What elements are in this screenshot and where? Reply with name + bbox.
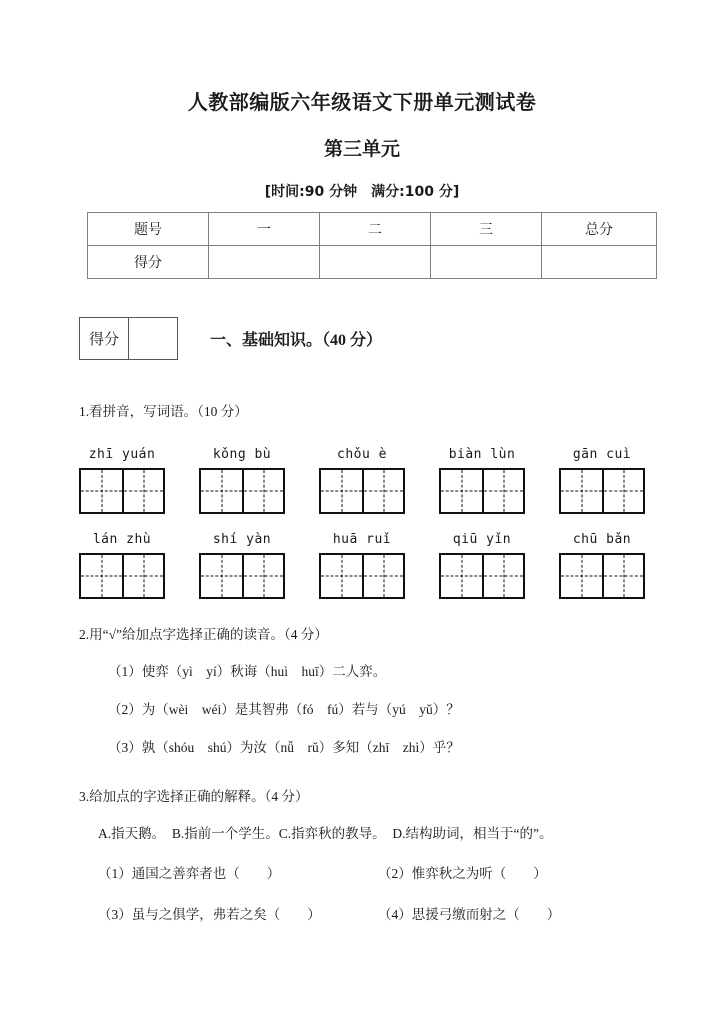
grid-cell — [602, 470, 643, 512]
grid-cell — [321, 470, 362, 512]
character-grid[interactable] — [439, 553, 525, 599]
question-3-prompt: 3.给加点的字选择正确的解释。（4 分） — [79, 789, 309, 804]
question-2-item-3: （3）孰（shóu shú）为汝（nǚ rǔ）多知（zhī zhì）乎？ — [108, 740, 460, 755]
pinyin-label: kǒng bù — [212, 447, 272, 462]
character-grid[interactable] — [199, 553, 285, 599]
grid-cell — [561, 470, 602, 512]
grid-cell — [242, 470, 283, 512]
score-cell-1[interactable] — [209, 246, 320, 279]
grid-cell — [362, 470, 403, 512]
pinyin-grid-item — [439, 532, 525, 599]
section-score-value[interactable] — [128, 318, 177, 359]
question-3-item-2: （2）惟弈秋之为听（ ） — [378, 866, 547, 881]
question-3-item-3: （3）虽与之俱学，弗若之矣（ ） — [98, 907, 321, 922]
exam-meta-line: [时间:90 分钟 满分:100 分] — [264, 184, 460, 200]
pinyin-label: shí yàn — [212, 532, 272, 547]
column-header-1: 一 — [209, 213, 320, 246]
question-1-prompt: 1.看拼音，写词语。（10 分） — [79, 404, 248, 419]
grid-cell — [81, 555, 122, 597]
row-label-question-number: 题号 — [88, 213, 209, 246]
character-grid[interactable] — [319, 468, 405, 514]
pinyin-grid-item — [559, 447, 645, 514]
grid-cell — [561, 555, 602, 597]
character-grid[interactable] — [559, 553, 645, 599]
pinyin-grid-item — [199, 447, 285, 514]
grid-cell — [242, 555, 283, 597]
pinyin-grid-item — [79, 532, 165, 599]
pinyin-grid-item — [319, 532, 405, 599]
pinyin-label: qiū yǐn — [452, 532, 512, 547]
pinyin-grid-item — [79, 447, 165, 514]
character-grid[interactable] — [559, 468, 645, 514]
pinyin-label: huā ruǐ — [332, 532, 392, 547]
grid-cell — [122, 555, 163, 597]
score-cell-total[interactable] — [542, 246, 657, 279]
score-cell-2[interactable] — [320, 246, 431, 279]
pinyin-grid-item — [319, 447, 405, 514]
question-3-item-1: （1）通国之善弈者也（ ） — [98, 866, 281, 881]
character-grid[interactable] — [79, 553, 165, 599]
pinyin-label: chū bǎn — [572, 532, 632, 547]
question-2-item-2: （2）为（wèi wéi）是其智弗（fó fú）若与（yú yǔ）？ — [108, 702, 460, 717]
grid-cell — [441, 470, 482, 512]
grid-cell — [201, 555, 242, 597]
page-title: 人教部编版六年级语文下册单元测试卷 — [187, 92, 537, 114]
table-row — [88, 246, 657, 279]
character-grid[interactable] — [439, 468, 525, 514]
character-grid[interactable] — [79, 468, 165, 514]
grid-cell — [441, 555, 482, 597]
grid-cell — [482, 555, 523, 597]
unit-subtitle: 第三单元 — [323, 138, 400, 160]
column-header-total: 总分 — [542, 213, 657, 246]
section-score-box — [79, 317, 178, 360]
character-grid[interactable] — [199, 468, 285, 514]
pinyin-grid-item — [439, 447, 525, 514]
section-one-title: 一、基础知识。（40 分） — [210, 332, 383, 349]
pinyin-grid-row-1 — [0, 447, 724, 514]
section-one-header — [79, 317, 382, 360]
grid-cell — [602, 555, 643, 597]
score-cell-3[interactable] — [431, 246, 542, 279]
grid-cell — [482, 470, 523, 512]
pinyin-label: chǒu è — [337, 447, 387, 462]
table-row — [88, 213, 657, 246]
pinyin-grid-row-2 — [0, 532, 724, 599]
question-2-prompt: 2.用“√”给加点字选择正确的读音。（4 分） — [79, 627, 328, 642]
column-header-2: 二 — [320, 213, 431, 246]
grid-cell — [122, 470, 163, 512]
pinyin-label: biàn lùn — [448, 447, 516, 462]
pinyin-grid-item — [559, 532, 645, 599]
grid-cell — [321, 555, 362, 597]
grid-cell — [81, 470, 122, 512]
question-3-options: A.指天鹅。 B.指前一个学生。C.指弈秋的教导。 D.结构助词，相当于“的”。 — [98, 826, 553, 841]
column-header-3: 三 — [431, 213, 542, 246]
pinyin-label: zhī yuán — [88, 447, 156, 462]
score-summary-table — [87, 212, 657, 279]
character-grid[interactable] — [319, 553, 405, 599]
row-label-score: 得分 — [88, 246, 209, 279]
pinyin-label: lán zhù — [92, 532, 152, 547]
grid-cell — [201, 470, 242, 512]
pinyin-grid-item — [199, 532, 285, 599]
question-3-item-4: （4）思援弓缴而射之（ ） — [378, 907, 561, 922]
section-score-label: 得分 — [88, 332, 119, 348]
question-2-item-1: （1）使弈（yì yí）秋诲（huì huī）二人弈。 — [108, 664, 387, 679]
pinyin-label: gān cuì — [572, 447, 632, 462]
grid-cell — [362, 555, 403, 597]
